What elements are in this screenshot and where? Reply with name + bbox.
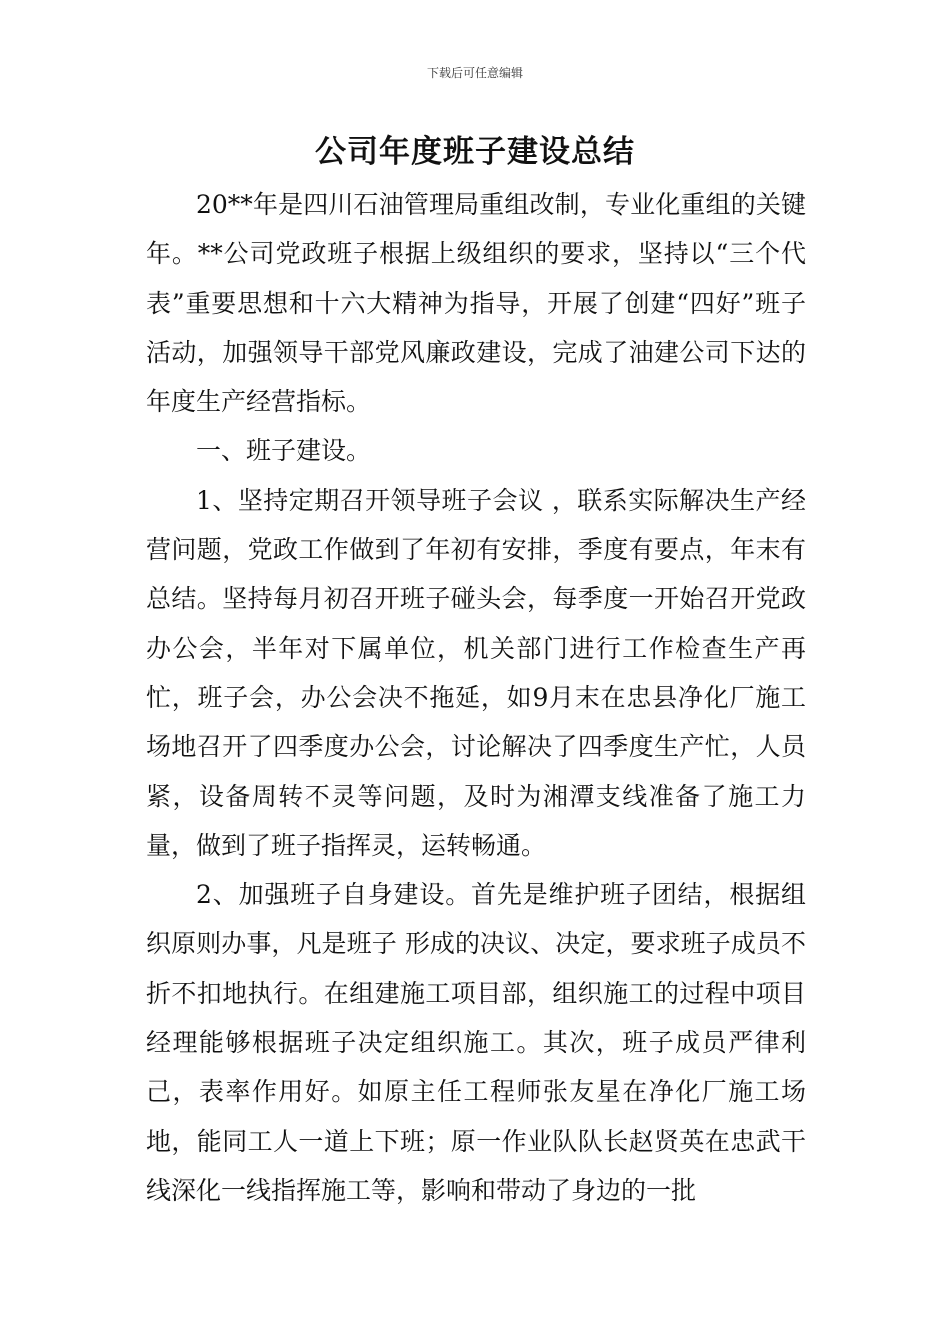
section-heading-team-building: 一、班子建设。 bbox=[196, 436, 372, 466]
document-body bbox=[146, 180, 806, 1215]
header-note: 下载后可任意编辑 bbox=[426, 66, 523, 80]
paragraph-intro: 20**年是四川石油管理局重组改制，专业化重组的关键年。**公司党政班子根据上级组织的要求，坚持以“三个代表”重要思想和十六大精神为指导，开展了创建“四好”班子活动，加强领导干部党风廉政建设，完成了油建公司下达的年度生产经营指标。 bbox=[146, 190, 806, 417]
paragraph-regular-meetings: 1、坚持定期召开领导班子会议 ，联系实际解决生产经营问题，党政工作做到了年初有安排，季度有要点，年末有总结。坚持每月初召开班子碰头会，每季度一开始召开党政办公会，半年对下属单位，机关部门进行工作检查生产再忙，班子会，办公会决不拖延，如9月末在忠县净化厂施工场地召开了四季度办公会，讨论解决了四季度生产忙，人员紧，设备周转不灵等问题，及时为湘潭支线准备了施工力量，做到了班子指挥灵，运转畅通。 bbox=[146, 485, 806, 860]
document-title: 公司年度班子建设总结 bbox=[315, 134, 635, 170]
paragraph-self-building: 2、加强班子自身建设。首先是维护班子团结，根据组织原则办事，凡是班子 形成的决议、决定，要求班子成员不折不扣地执行。在组建施工项目部，组织施工的过程中项目经理能够根据班子决定组织施工。其次，班子成员严律利己，表率作用好。如原主任工程师张友星在净化厂施工场地，能同工人一道上下班；原一作业队队长赵贤英在忠武干线深化一线指挥施工等，影响和带动了身边的一批 bbox=[146, 880, 806, 1205]
